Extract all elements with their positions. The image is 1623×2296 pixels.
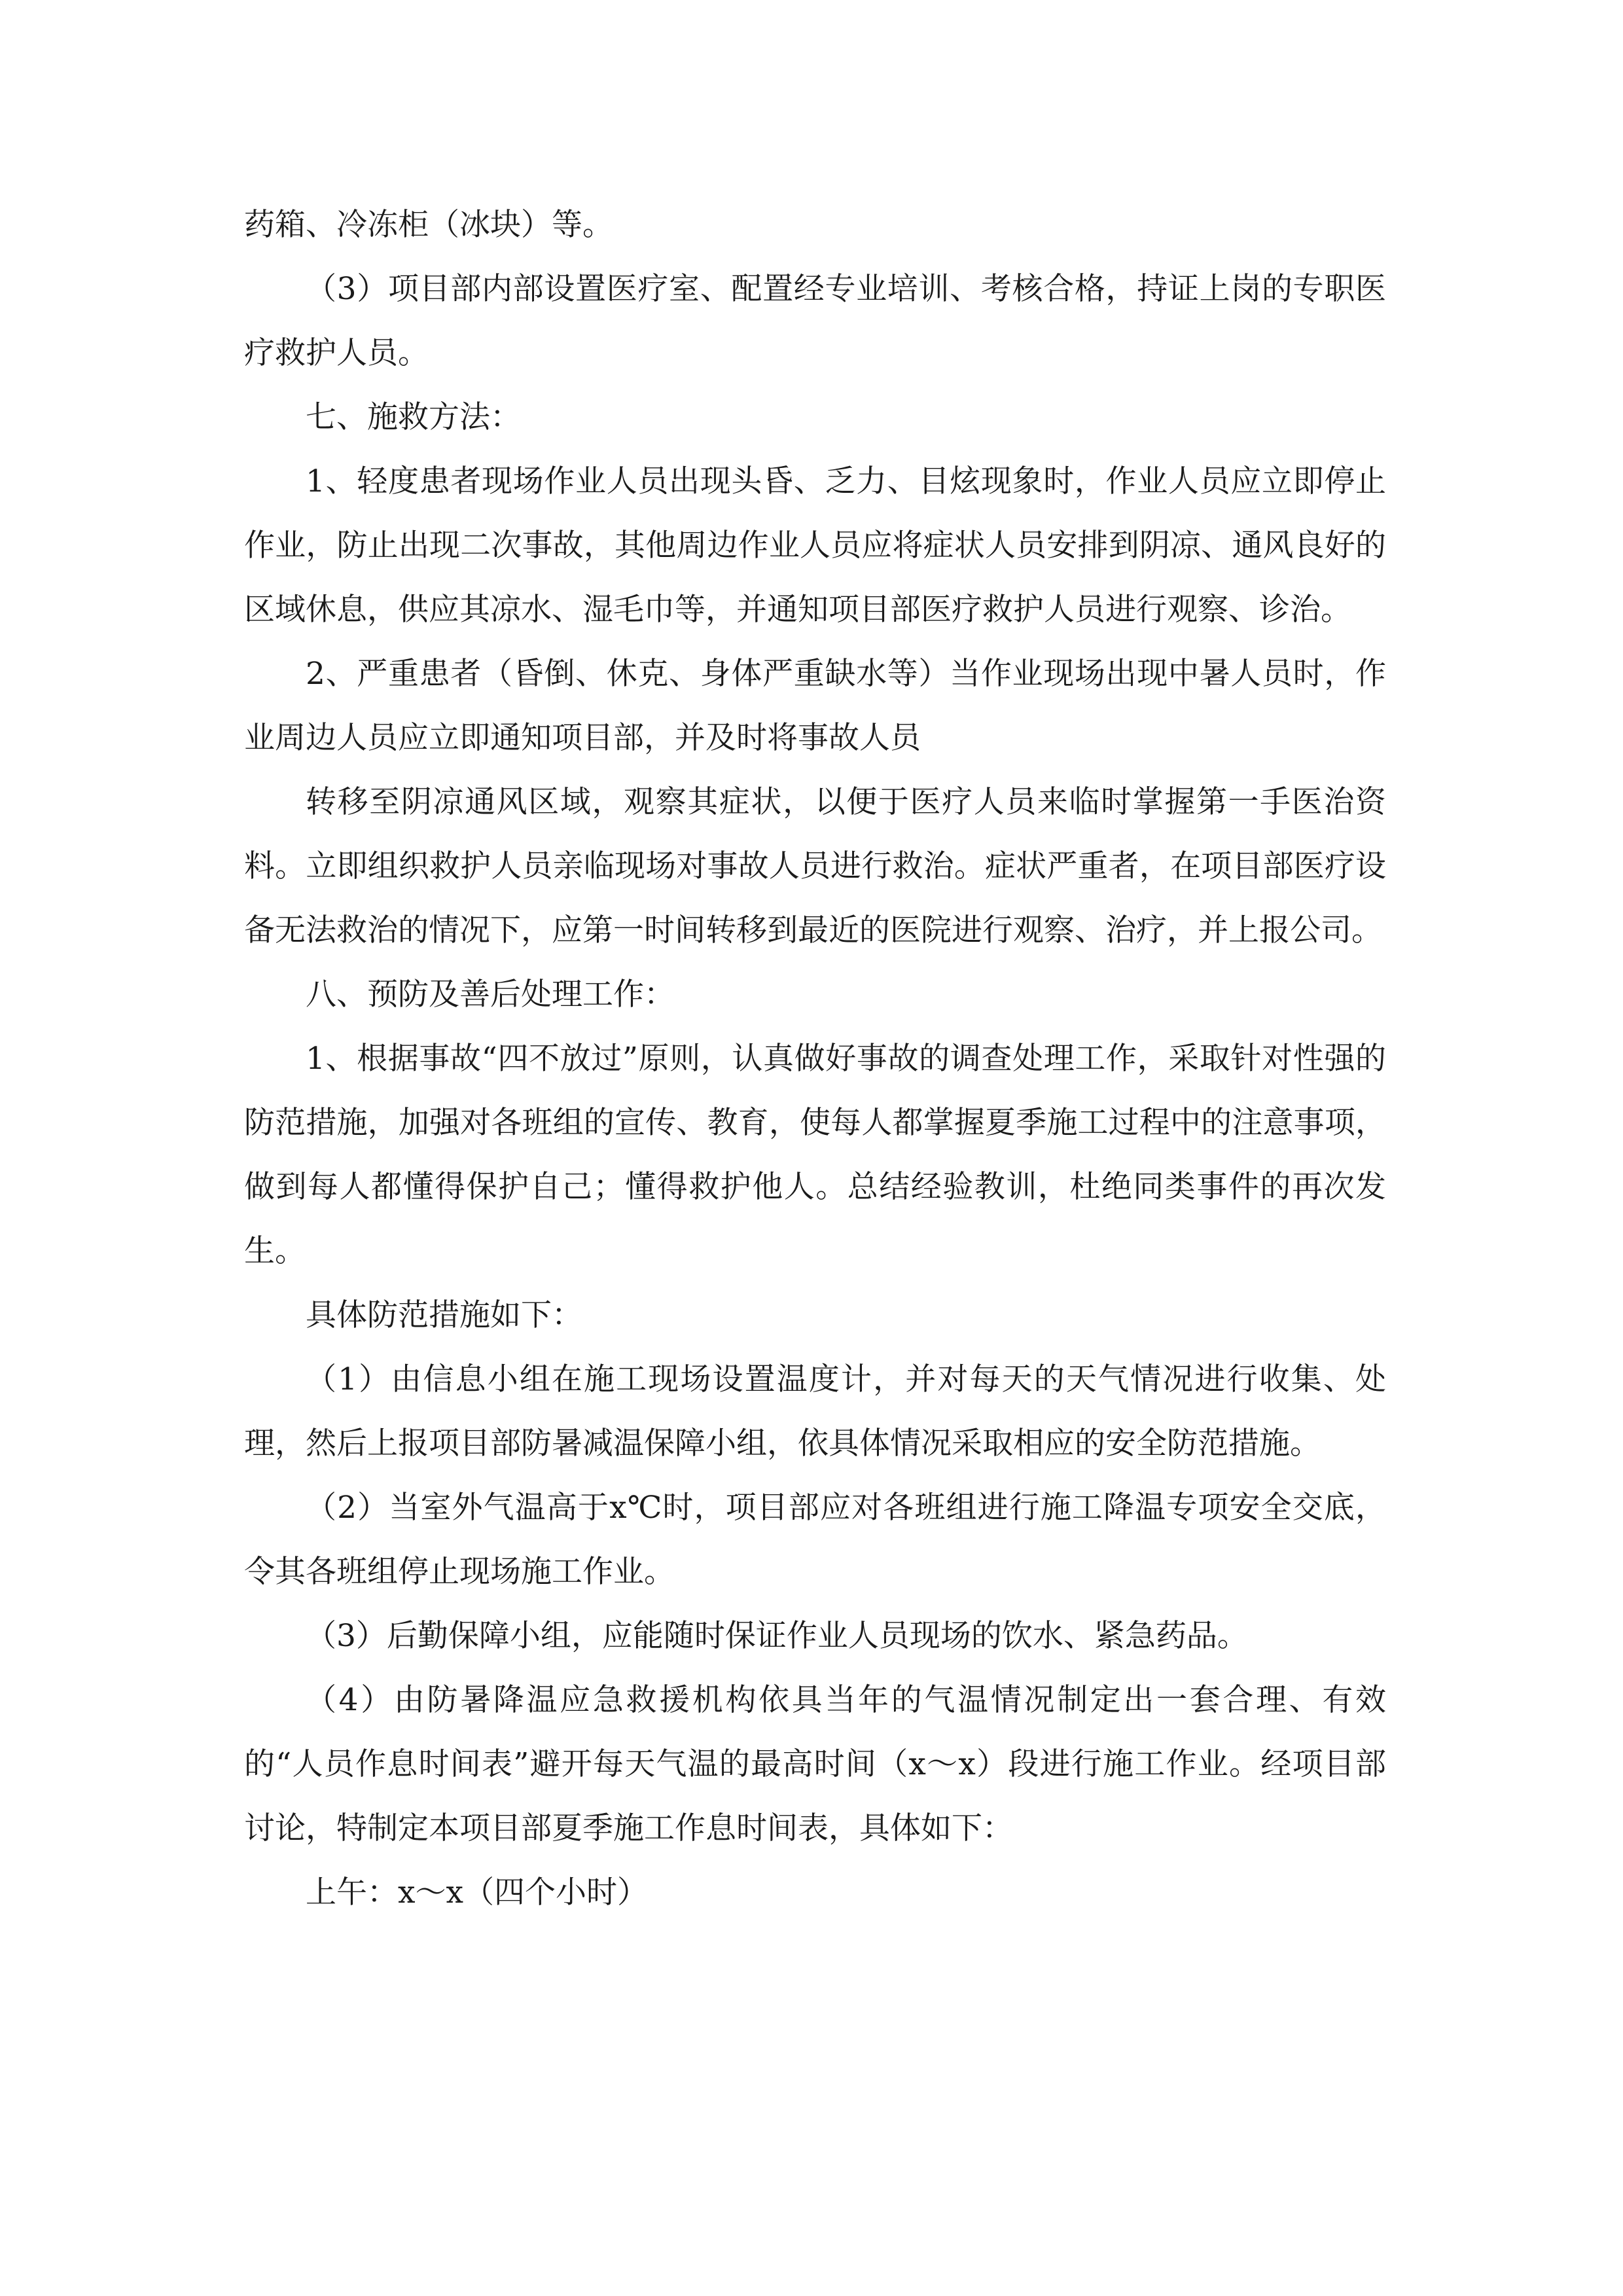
paragraph: （3）后勤保障小组，应能随时保证作业人员现场的饮水、紧急药品。 [306,1618,1248,1654]
section-heading: 七、施救方法： [306,399,521,435]
paragraph: 1、轻度患者现场作业人员出现头昏、乏力、目炫现象时，作业人员应立即停止作业，防止出现二次事故，其他周边作业人员应将症状人员安排到阴凉、通风良好的区域休息，供应其凉水、湿毛巾等，并通知项目部医疗救护人员进行观察、诊治。 [244,463,1386,628]
paragraph: （2）当室外气温高于x℃时，项目部应对各班组进行施工降温专项安全交底，令其各班组停止现场施工作业。 [244,1490,1386,1590]
paragraph: （4）由防暑降温应急救援机构依具当年的气温情况制定出一套合理、有效的“人员作息时间表”避开每天气温的最高时间（x～x）段进行施工作业。经项目部讨论，特制定本项目部夏季施工作息时间表，具体如下： [244,1682,1386,1846]
paragraph: 2、严重患者（昏倒、休克、身体严重缺水等）当作业现场出现中暑人员时，作业周边人员应立即通知项目部，并及时将事故人员 [244,656,1386,756]
paragraph: 转移至阴凉通风区域，观察其症状，以便于医疗人员来临时掌握第一手医治资料。立即组织救护人员亲临现场对事故人员进行救治。症状严重者，在项目部医疗设备无法救治的情况下，应第一时间转移到最近的医院进行观察、治疗，并上报公司。 [244,784,1386,948]
paragraph: 药箱、冷冻柜（冰块）等。 [244,207,613,243]
paragraph: 具体防范措施如下： [306,1297,582,1333]
paragraph: （3）项目部内部设置医疗室、配置经专业培训、考核合格，持证上岗的专职医疗救护人员。 [244,271,1386,371]
paragraph: （1）由信息小组在施工现场设置温度计，并对每天的天气情况进行收集、处理，然后上报项目部防暑减温保障小组，依具体情况采取相应的安全防范措施。 [244,1361,1386,1462]
section-heading: 八、预防及善后处理工作： [306,977,675,1013]
paragraph: 上午：x～x（四个小时） [306,1874,649,1910]
document-body [244,193,1386,1925]
paragraph: 1、根据事故“四不放过”原则，认真做好事故的调查处理工作，采取针对性强的防范措施，加强对各班组的宣传、教育，使每人都掌握夏季施工过程中的注意事项，做到每人都懂得保护自己；懂得救护他人。总结经验教训，杜绝同类事件的再次发生。 [244,1041,1386,1269]
